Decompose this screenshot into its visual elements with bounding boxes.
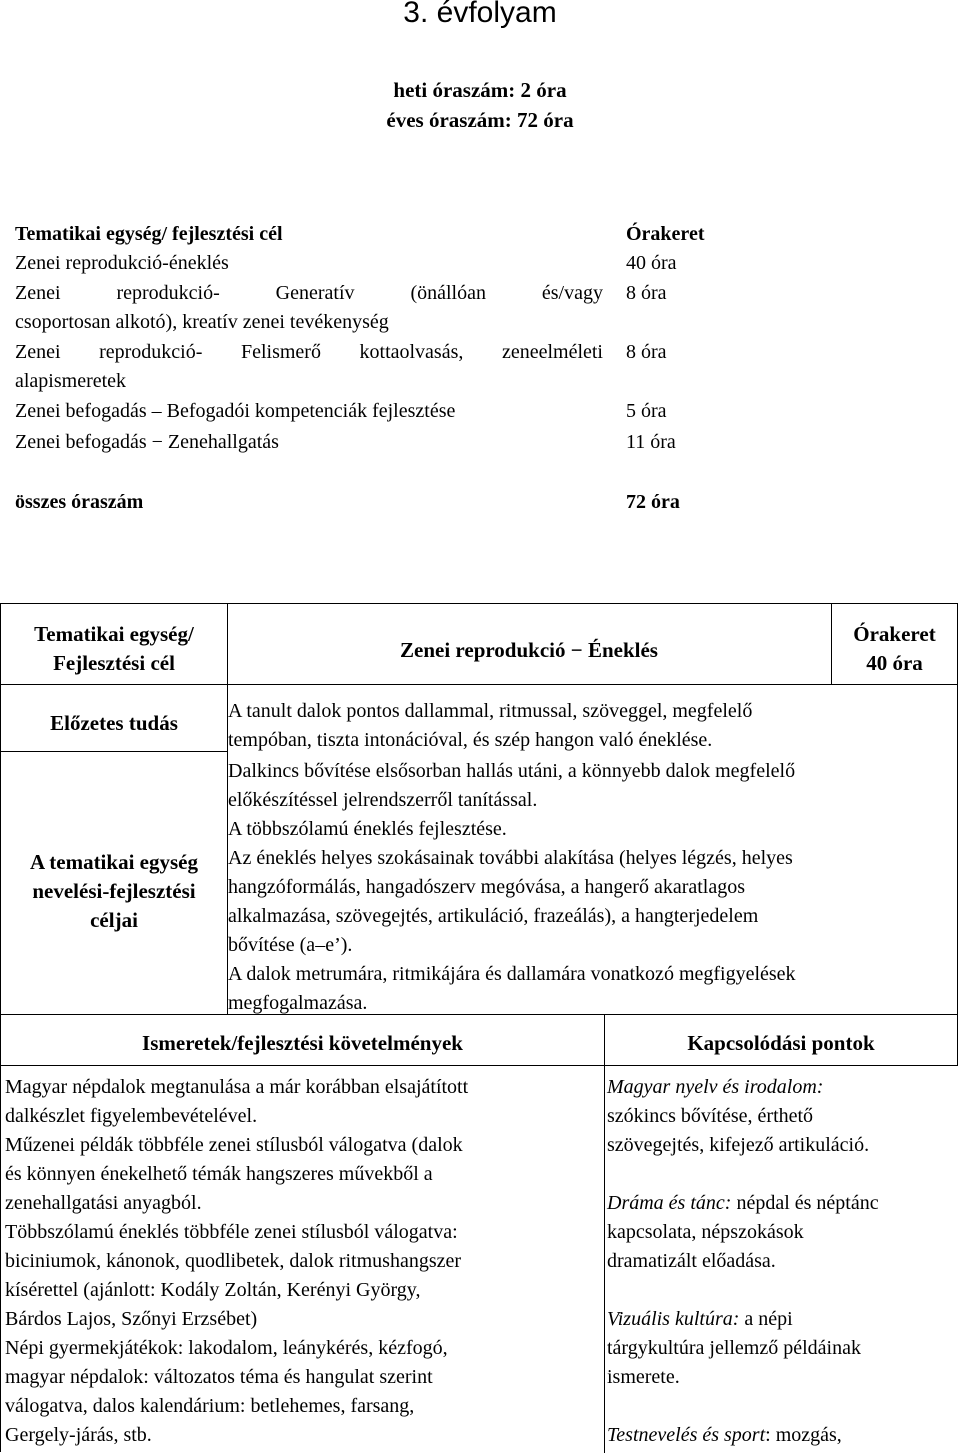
text-line: megfogalmazása. [228, 992, 368, 1014]
summary-row-hours: 8 óra [626, 341, 667, 363]
grade-title: 3. évfolyam [403, 0, 557, 29]
text-line: Bárdos Lajos, Szőnyi Erzsébet) [5, 1308, 258, 1330]
goals-label-line: céljai [90, 908, 138, 932]
connections-header: Kapcsolódási pontok [687, 1031, 875, 1055]
summary-col-hours: Órakeret [626, 223, 705, 245]
summary-row-label: Zenei reprodukció-éneklés [15, 252, 229, 274]
weekly-hours: heti óraszám: 2 óra [393, 78, 567, 102]
summary-row-hours: 11 óra [626, 431, 676, 453]
unit-hours-label: Órakeret [853, 622, 936, 646]
connections-text [607, 1073, 957, 1450]
summary-total-hours: 72 óra [626, 491, 680, 513]
text-fragment: a népi [739, 1308, 793, 1330]
unit-title: Zenei reprodukció − Éneklés [400, 638, 658, 662]
text-fragment: : mozgás, [765, 1424, 842, 1446]
connection-subject: Vizuális kultúra: [607, 1308, 740, 1330]
text-line: bővítése (a–e’). [228, 934, 353, 956]
goals-label [1, 848, 227, 935]
text-line: tempóban, tiszta intonációval, és szép hangon való éneklése. [228, 729, 713, 751]
unit-label [1, 620, 227, 678]
yearly-hours: éves óraszám: 72 óra [386, 108, 574, 132]
requirements-text [5, 1073, 603, 1450]
text-line: hangzóformálás, hangadószerv megóvása, a hangerő akaratlagos [228, 876, 746, 898]
text-fragment: népdal és néptánc [731, 1192, 879, 1214]
text-line: Műzenei példák többféle zenei stílusból válogatva (dalok [5, 1134, 463, 1156]
text-line: A többszólamú éneklés fejlesztése. [228, 818, 507, 840]
prior-knowledge-text [228, 697, 956, 755]
text-line: szövegejtés, kifejező artikuláció. [607, 1134, 870, 1156]
text-line: biciniumok, kánonok, quodlibetek, dalok ritmushangszer [5, 1250, 462, 1272]
connection-block [607, 1421, 957, 1450]
summary-row-label: Zenei befogadás − Zenehallgatás [15, 431, 279, 453]
connection-subject: Testnevelés és sport [607, 1424, 766, 1446]
requirements-table [0, 1014, 958, 1452]
requirements-header: Ismeretek/fejlesztési követelmények [142, 1031, 463, 1055]
text-line: magyar népdalok: változatos téma és hangulat szerint [5, 1366, 433, 1388]
summary-row-hours: 8 óra [626, 282, 667, 304]
text-line: Gergely-járás, stb. [5, 1424, 152, 1446]
text-line: Magyar népdalok megtanulása a már korábban elsajátított [5, 1076, 469, 1098]
unit-table [0, 603, 958, 1015]
connection-subject: Magyar nyelv és irodalom: [607, 1076, 824, 1098]
connection-block [607, 1305, 957, 1392]
summary-col-label: Tematikai egység/ fejlesztési cél [15, 223, 283, 245]
text-line: kísérettel (ajánlott: Kodály Zoltán, Kerényi György, [5, 1279, 421, 1301]
text-line: Dalkincs bővítése elsősorban hallás utáni, a könnyebb dalok megfelelő [228, 760, 796, 782]
text-line: Népi gyermekjátékok: lakodalom, leánykérés, kézfogó, [5, 1337, 448, 1359]
text-line: Többszólamú éneklés többféle zenei stílusból válogatva: [5, 1221, 458, 1243]
goals-label-line: A tematikai egység [30, 850, 198, 874]
text-line: alkalmazása, szövegejtés, artikuláció, frazeálás), a hangterjedelem [228, 905, 759, 927]
text-line: A tanult dalok pontos dallammal, ritmussal, szöveggel, megfelelő [228, 700, 753, 722]
summary-row-hours: 5 óra [626, 400, 667, 422]
unit-hours-value: 40 óra [866, 651, 923, 675]
text-line: előkészítéssel jelrendszerről tanítással. [228, 789, 538, 811]
text-line: A dalok metrumára, ritmikájára és dallamára vonatkozó megfigyelések [228, 963, 796, 985]
goals-label-line: nevelési-fejlesztési [32, 879, 196, 903]
summary-row-label: Zenei reprodukció- Felismerő kottaolvasás, zeneelméleti [15, 341, 603, 363]
summary-row-hours: 40 óra [626, 252, 677, 274]
text-line: dalkészlet figyelembevételével. [5, 1105, 258, 1127]
unit-label-line: Fejlesztési cél [53, 651, 175, 675]
connection-block [607, 1073, 957, 1160]
summary-total-label: összes óraszám [15, 491, 144, 513]
summary-row-label: Zenei reprodukció- Generatív (önállóan és/vagy [15, 282, 603, 304]
text-line: zenehallgatási anyagból. [5, 1192, 202, 1214]
summary-row-label-cont: csoportosan alkotó), kreatív zenei tevékenység [15, 311, 389, 333]
text-line: válogatva, dalos kalendárium: betlehemes, farsang, [5, 1395, 415, 1417]
text-line: tárgykultúra jellemző példáinak [607, 1337, 861, 1359]
unit-label-line: Tematikai egység/ [34, 622, 194, 646]
text-line: és könnyen énekelhető témák hangszeres művekből a [5, 1163, 433, 1185]
prior-knowledge-label: Előzetes tudás [50, 711, 178, 735]
text-line: dramatizált előadása. [607, 1250, 776, 1272]
summary-row-label: Zenei befogadás – Befogadói kompetenciák fejlesztése [15, 400, 456, 422]
summary-row-label-cont: alapismeretek [15, 370, 127, 392]
text-line: szókincs bővítése, érthető [607, 1105, 814, 1127]
connection-subject: Dráma és tánc: [607, 1192, 732, 1214]
text-line: kapcsolata, népszokások [607, 1221, 804, 1243]
unit-hours [831, 620, 958, 678]
text-line: ismerete. [607, 1366, 680, 1388]
connection-block [607, 1189, 957, 1276]
goals-text [228, 757, 956, 1018]
text-line: Az éneklés helyes szokásainak további alakítása (helyes légzés, helyes [228, 847, 793, 869]
